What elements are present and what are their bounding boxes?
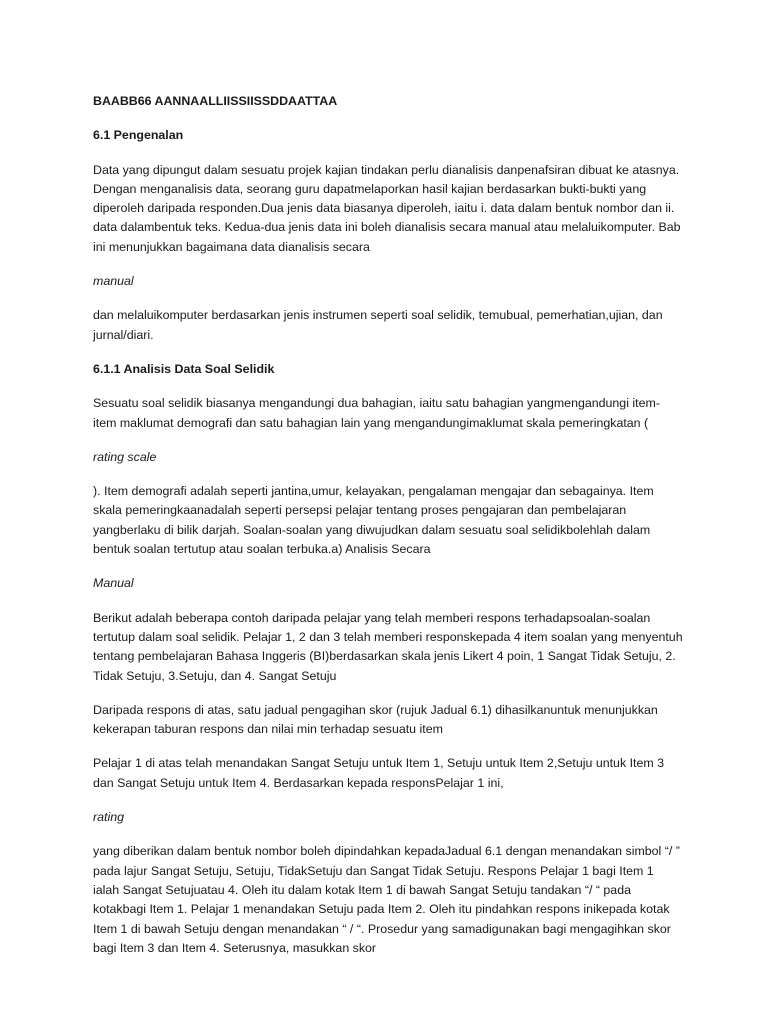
paragraph-score-table: Daripada respons di atas, satu jadual pengagihan skor (rujuk Jadual 6.1) dihasilkanuntuk menunjukkan kekerapan taburan respons dan nilai min terhadap sesuatu item <box>93 702 658 737</box>
italic-term-manual: manual <box>93 274 134 289</box>
paragraph-examples: Berikut adalah beberapa contoh daripada pelajar yang telah memberi respons terhadapsoalan-soalan tertutup dalam soal selidik. Pelajar 1, 2 dan 3 telah memberi responskepada 4 item soalan yang menyentuh tentang pembelajaran Bahasa Inggeris (BI)berdasarkan skala jenis Likert 4 poin, 1 Sangat Tidak Setuju, 2. Tidak Setuju, 3.Setuju, dan 4. Sangat Setuju <box>93 610 683 683</box>
paragraph-questionnaire: Sesuatu soal selidik biasanya mengandungi dua bahagian, iaitu satu bahagian yangmengandungi item-item maklumat demografi dan satu bahagian lain yang mengandungimaklumat skala pemeringkatan ( <box>93 396 660 430</box>
paragraph-student1: Pelajar 1 di atas telah menandakan Sangat Setuju untuk Item 1, Setuju untuk Item 2,Setuju untuk Item 3 dan Sangat Setuju untuk Item 4. Berdasarkan kepada responsPelajar 1 ini, <box>93 756 665 790</box>
document-body <box>93 92 683 973</box>
subsection-heading: 6.1.1 Analisis Data Soal Selidik <box>93 361 275 376</box>
paragraph-intro: Data yang dipungut dalam sesuatu projek kajian tindakan perlu dianalisis danpenafsiran dibuat ke atasnya. Dengan menganalisis data, seorang guru dapatmelaporkan hasil kajian berdasarkan bukti-bukti yang diperoleh daripada responden.Dua jenis data biasanya diperoleh, iaitu i. data dalam bentuk nombor dan ii. data dalambentuk teks. Kedua-dua jenis data ini boleh dianalisis secara manual atau melaluikomputer. Bab ini menunjukkan bagaimana data dianalisis secara <box>93 162 681 254</box>
document-title: BAABB66 AANNAALLIISSIISSDDAATTAA <box>93 94 338 108</box>
italic-term-rating: rating <box>93 810 124 825</box>
paragraph-demographic: ). Item demografi adalah seperti jantina,umur, kelayakan, pengalaman mengajar dan sebagainya. Item skala pemeringkaanadalah seperti persepsi pelajar tentang proses pengajaran dan pembelajaran yangberlaku di bilik darjah. Soalan-soalan yang diwujudkan dalam sesuatu soal selidikbolehlah dalam bentuk soalan tertutup atau soalan terbuka.a) Analisis Secara <box>93 484 654 557</box>
italic-term-manual-2: Manual <box>93 576 134 591</box>
section-heading: 6.1 Pengenalan <box>93 128 184 143</box>
paragraph-instruments: dan melaluikomputer berdasarkan jenis instrumen seperti soal selidik, temubual, pemerhatian,ujian, dan jurnal/diari. <box>93 308 663 342</box>
italic-term-rating-scale: rating scale <box>93 449 157 464</box>
paragraph-transfer: yang diberikan dalam bentuk nombor boleh dipindahkan kepadaJadual 6.1 dengan menandakan simbol “/ ” pada lajur Sangat Setuju, Setuju, TidakSetuju dan Sangat Tidak Setuju. Respons Pelajar 1 bagi Item 1 ialah Sangat Setujuatau 4. Oleh itu dalam kotak Item 1 di bawah Sangat Setuju tandakan “/ “ pada kotakbagi Item 1. Pelajar 1 menandakan Setuju pada Item 2. Oleh itu pindahkan respons inikepada kotak Item 1 di bawah Setuju dengan menandakan “ / “. Prosedur yang samadigunakan bagi mengagihkan skor bagi Item 3 dan Item 4. Seterusnya, masukkan skor <box>93 844 680 955</box>
